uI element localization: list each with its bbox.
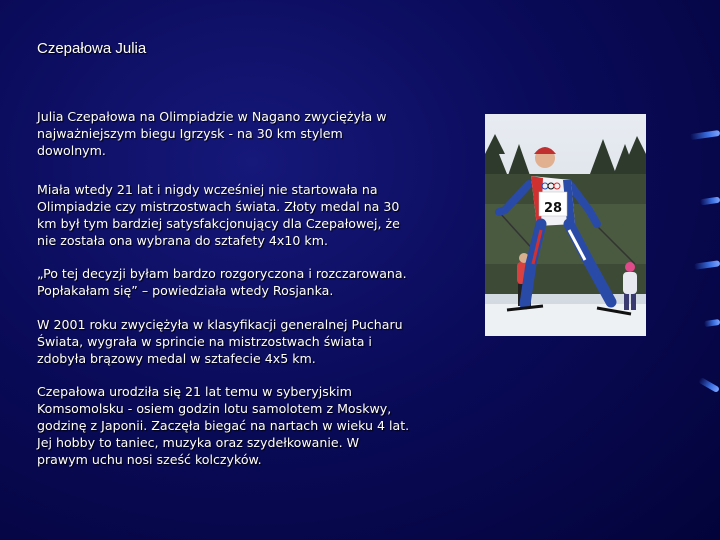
skier-photo xyxy=(485,114,646,336)
slide-title: Czepałowa Julia xyxy=(37,40,147,57)
decorative-streak xyxy=(694,260,720,270)
paragraph-2001-results: W 2001 roku zwyciężyła w klasyfikacji generalnej Pucharu Świata, wygrała w sprincie na mistrzostwach świata i zdobyła brązowy medal w sztafecie 4x5 km. xyxy=(37,317,403,366)
decorative-streak xyxy=(698,377,720,393)
skier-photo-illustration xyxy=(485,114,646,336)
bib-number: 28 xyxy=(543,201,563,216)
decorative-streak xyxy=(704,319,720,327)
decorative-streak xyxy=(700,197,720,206)
decorative-streak xyxy=(690,130,720,140)
paragraph-biography: Czepałowa urodziła się 21 lat temu w syberyjskim Komsomolsku - osiem godzin lotu samolotem z Moskwy, godzinę z Japonii. Zaczęła biegać na nartach w wieku 4 lat. Jej hobby to taniec, muzyka oraz szydełkowanie. W prawym uchu nosi sześć kolczyków. xyxy=(37,384,410,467)
paragraph-nagano-win: Julia Czepałowa na Olimpiadzie w Nagano zwyciężyła w najważniejszym biegu Igrzysk - na 30 km stylem dowolnym. xyxy=(37,109,387,158)
paragraph-quote: „Po tej decyzji byłam bardzo rozgoryczona i rozczarowana. Popłakałam się” – powiedziała wtedy Rosjanka. xyxy=(37,266,407,298)
paragraph-age-and-medal: Miała wtedy 21 lat i nigdy wcześniej nie startowała na Olimpiadzie czy mistrzostwach świata. Złoty medal na 30 km był tym bardziej satysfakcjonujący dla Czepałowej, że nie została ona wybrana do sztafety 4x10 km. xyxy=(37,182,400,248)
